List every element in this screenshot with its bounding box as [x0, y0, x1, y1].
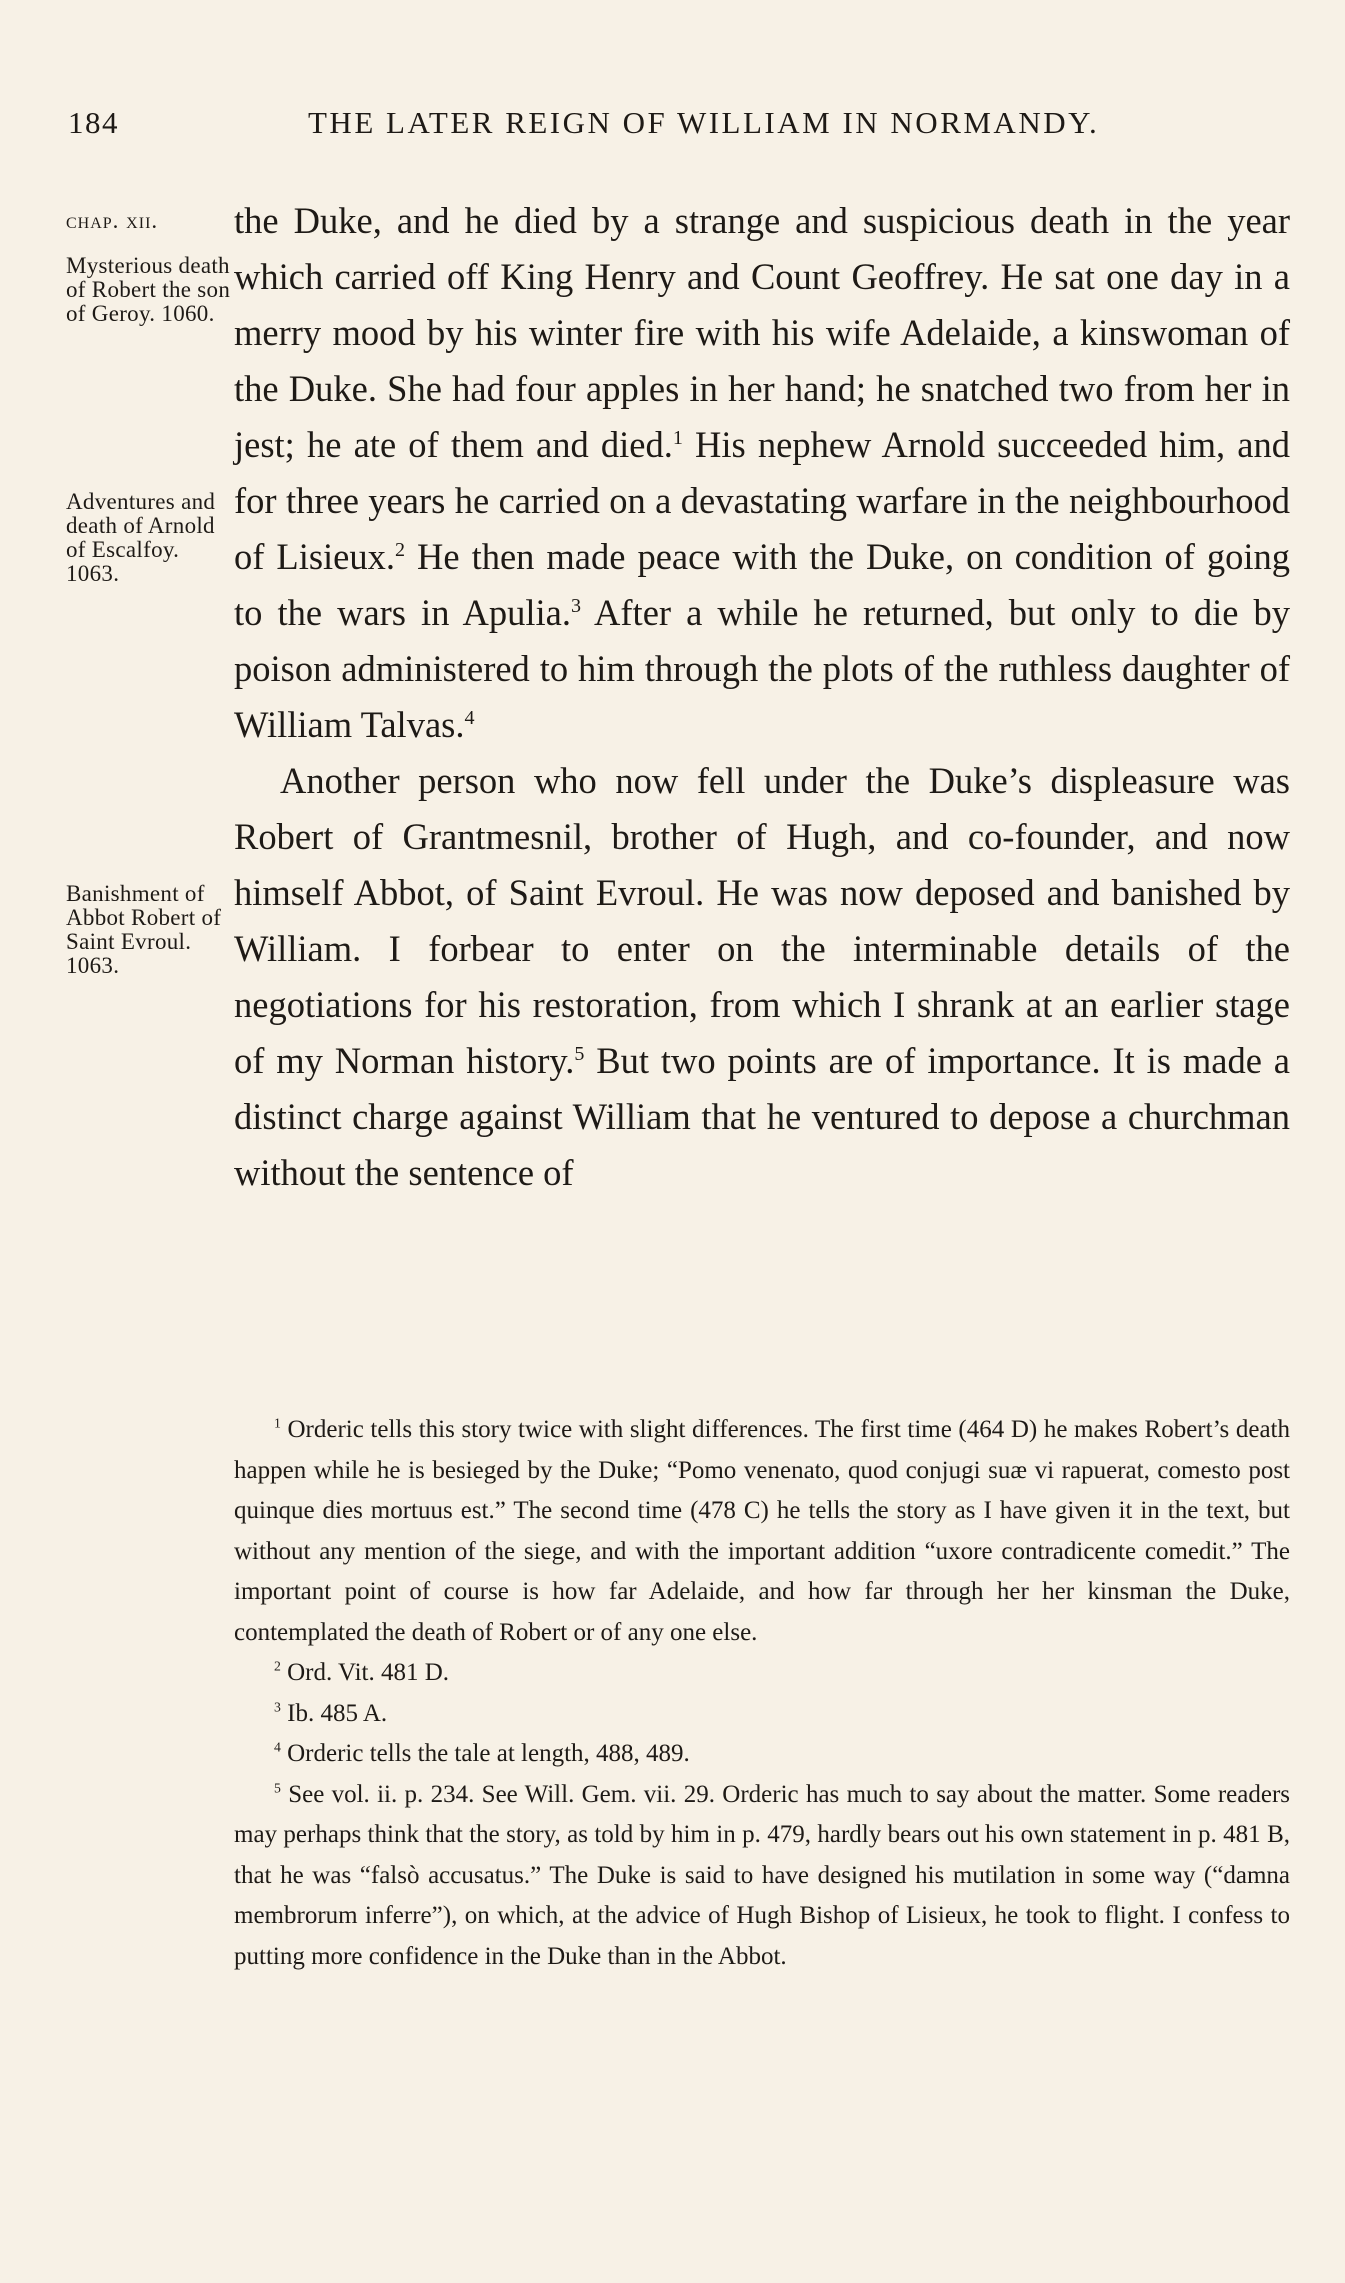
footnotes [234, 1410, 1290, 1977]
p1-text-1: the Duke, and he died by a strange and suspicious death in the year which carried off King Henry and Count Geoffrey. He sat one day in a merry mood by his winter fire with his wife Adelaide, a kinswoman of the Duke. She had four apples in her hand; he snatched two from her in jest; he ate of them and died. [234, 200, 1290, 465]
footnote [234, 1653, 1290, 1694]
chapter-label: chap. xii. [66, 208, 159, 233]
paragraph-1 [234, 193, 1290, 753]
p1-text-3: He then made peace with the Duke, on condition of going to the wars in Apulia. [234, 536, 1290, 633]
main-text [234, 193, 1290, 1201]
footnote-mark: 3 [274, 1699, 281, 1715]
footnote-mark: 1 [274, 1415, 281, 1431]
page-number: 184 [68, 105, 119, 140]
footnote-text: Orderic tells this story twice with slight differences. The first time (464 D) he makes Robert’s death happen while he is besieged by the Duke; “Pomo venenato, quod conjugi suæ vi rapuerat, comesto post quinque dies mortuus est.” The second time (478 C) he tells the story as I have given it in the text, but without any mention of the siege, and with the important addition “uxore contradicente comedit.” The important point of course is how far Adelaide, and how far through her her kinsman the Duke, contemplated the death of Robert or of any one else. [234, 1416, 1290, 1646]
paragraph-2 [234, 753, 1290, 1201]
p1-text-2: His nephew Arnold succeeded him, and for three years he carried on a devastating warfare in the neighbourhood of Lisieux. [234, 424, 1291, 577]
footnote-mark: 4 [274, 1739, 281, 1755]
p2-text-1: Another person who now fell under the Duke’s displeasure was Robert of Grantmesnil, brother of Hugh, and co-founder, and now himself Abbot, of Saint Evroul. He was now deposed and banished by William. I forbear to enter on the interminable details of the negotiations for his restoration, from which I shrank at an earlier stage of my Norman history. [234, 760, 1290, 1081]
footnote [234, 1694, 1290, 1735]
footnote-ref-1: 1 [672, 426, 683, 449]
footnote-text: See vol. ii. p. 234. See Will. Gem. vii. 29. Orderic has much to say about the matter. Some readers may perhaps think that the story, as told by him in p. 479, hardly bears out his own statement in p. 481 B, that he was “falsò accusatus.” The Duke is said to have designed his mutilation in some way (“damna membrorum inferre”), on which, at the advice of Hugh Bishop of Lisieux, he took to flight. I confess to putting more confidence in the Duke than in the Abbot. [234, 1780, 1290, 1970]
sidenote-arnold: Adventures and death of Arnold of Escalfoy. 1063. [66, 489, 216, 586]
footnote-text: Ord. Vit. 481 D. [287, 1659, 450, 1686]
footnote-mark: 5 [274, 1780, 281, 1796]
footnote-ref-5: 5 [574, 1042, 585, 1065]
footnote-text: Ib. 485 A. [287, 1699, 388, 1727]
sidenote-chapter [66, 209, 241, 233]
sidenote-robert-death: Mysterious death of Robert the son of Geroy. 1060. [66, 253, 231, 326]
p2-text-2: But two points are of importance. It is made a distinct charge against William that he ventured to depose a churchman without the sentence of [234, 1040, 1290, 1193]
running-title: THE LATER REIGN OF WILLIAM IN NORMANDY. [308, 105, 1100, 140]
footnote [234, 1410, 1290, 1653]
footnote-mark: 2 [274, 1658, 281, 1674]
footnote [234, 1775, 1290, 1978]
footnote-ref-4: 4 [464, 706, 475, 729]
footnote-ref-2: 2 [395, 538, 406, 561]
footnote [234, 1734, 1290, 1775]
p1-text-4: After a while he returned, but only to die by poison administered to him through the plots of the ruthless daughter of William Talvas. [234, 592, 1291, 745]
sidenote-abbot-banishment: Banishment of Abbot Robert of Saint Evroul. 1063. [66, 881, 222, 978]
footnote-ref-3: 3 [570, 594, 581, 617]
footnote-text: Orderic tells the tale at length, 488, 489. [287, 1740, 690, 1767]
running-head [68, 105, 1228, 155]
